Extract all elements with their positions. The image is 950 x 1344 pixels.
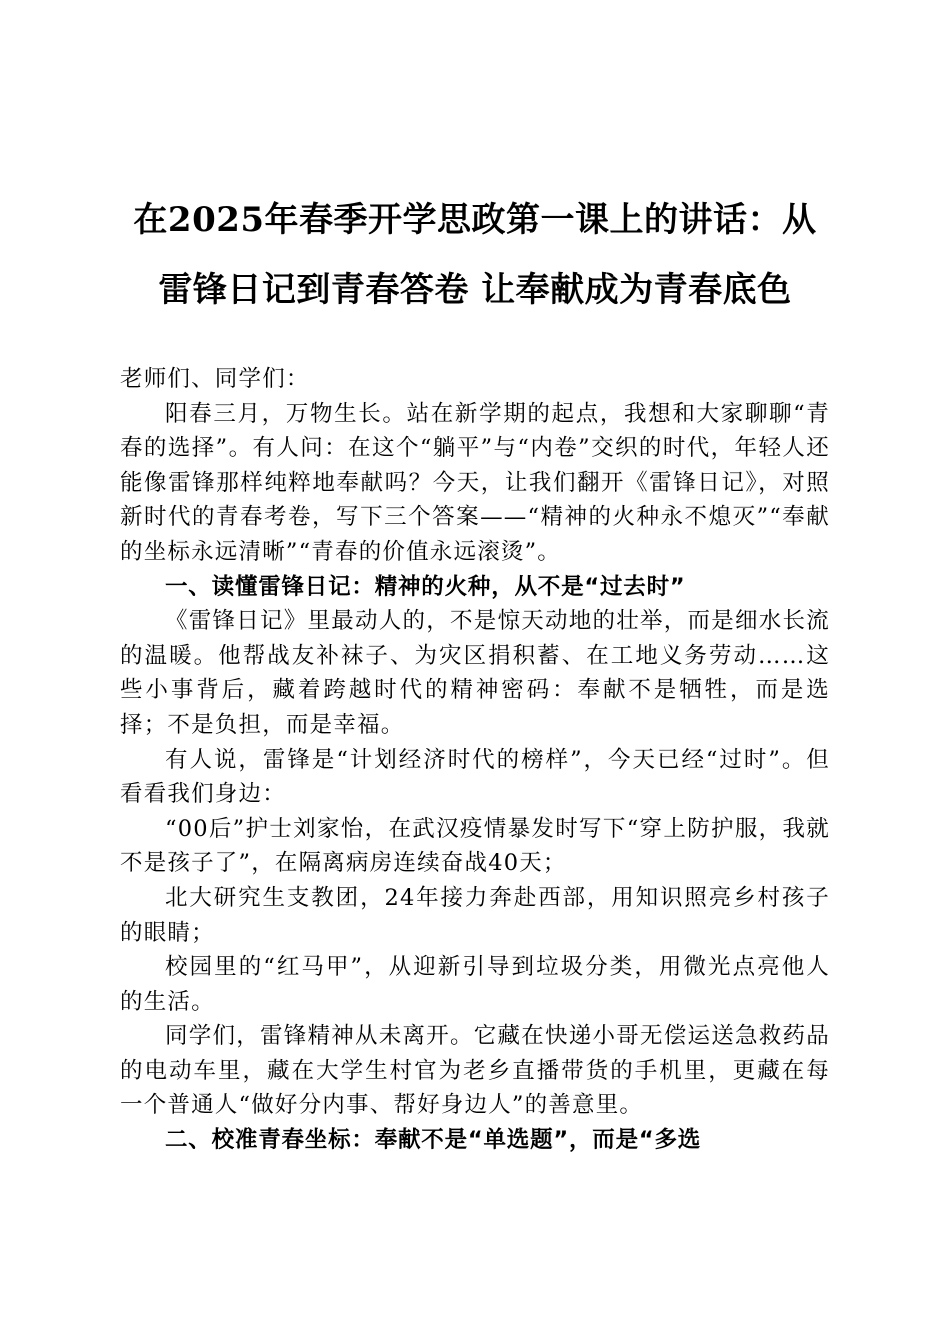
paragraph: 《雷锋日记》里最动人的，不是惊天动地的壮举，而是细水长流的温暖。他帮战友补袜子、为灾区捐积蓄、在工地义务劳动……这些小事背后，藏着跨越时代的精神密码：奉献不是牺牲，而是选择；不是负担，而是幸福。 [120, 608, 830, 738]
salutation: 老师们、同学们： [120, 366, 310, 392]
section-heading-2: 二、校准青春坐标：奉献不是“单选题”，而是“多选 [165, 1127, 702, 1154]
title-line-2: 雷锋日记到青春答卷 让奉献成为青春底色 [158, 270, 792, 310]
document-body [120, 362, 830, 1158]
paragraph: 有人说，雷锋是“计划经济时代的榜样”，今天已经“过时”。但看看我们身边： [120, 746, 830, 808]
paragraph: 校园里的“红马甲”，从迎新引导到垃圾分类，用微光点亮他人的生活。 [120, 954, 830, 1015]
title-line-1: 在2025年春季开学思政第一课上的讲话：从 [133, 200, 817, 240]
paragraph: 同学们，雷锋精神从未离开。它藏在快递小哥无偿运送急救药品的电动车里，藏在大学生村官为老乡直播带货的手机里，更藏在每一个普通人“做好分内事、帮好身边人”的善意里。 [120, 1023, 830, 1119]
document-title [110, 185, 840, 325]
paragraph-intro: 阳春三月，万物生长。站在新学期的起点，我想和大家聊聊“青春的选择”。有人问：在这个“躺平”与“内卷”交织的时代，年轻人还能像雷锋那样纯粹地奉献吗？今天，让我们翻开《雷锋日记》，对照新时代的青春考卷，写下三个答案——“精神的火种永不熄灭”“奉献的坐标永远清晰”“青春的价值永远滚烫”。 [120, 400, 830, 565]
paragraph: “00后”护士刘家怡，在武汉疫情暴发时写下“穿上防护服，我就不是孩子了”，在隔离病房连续奋战40天； [120, 815, 830, 877]
section-heading-1: 一、读懂雷锋日记：精神的火种，从不是“过去时” [165, 573, 686, 600]
paragraph: 北大研究生支教团，24年接力奔赴西部，用知识照亮乡村孩子的眼睛； [120, 884, 830, 946]
